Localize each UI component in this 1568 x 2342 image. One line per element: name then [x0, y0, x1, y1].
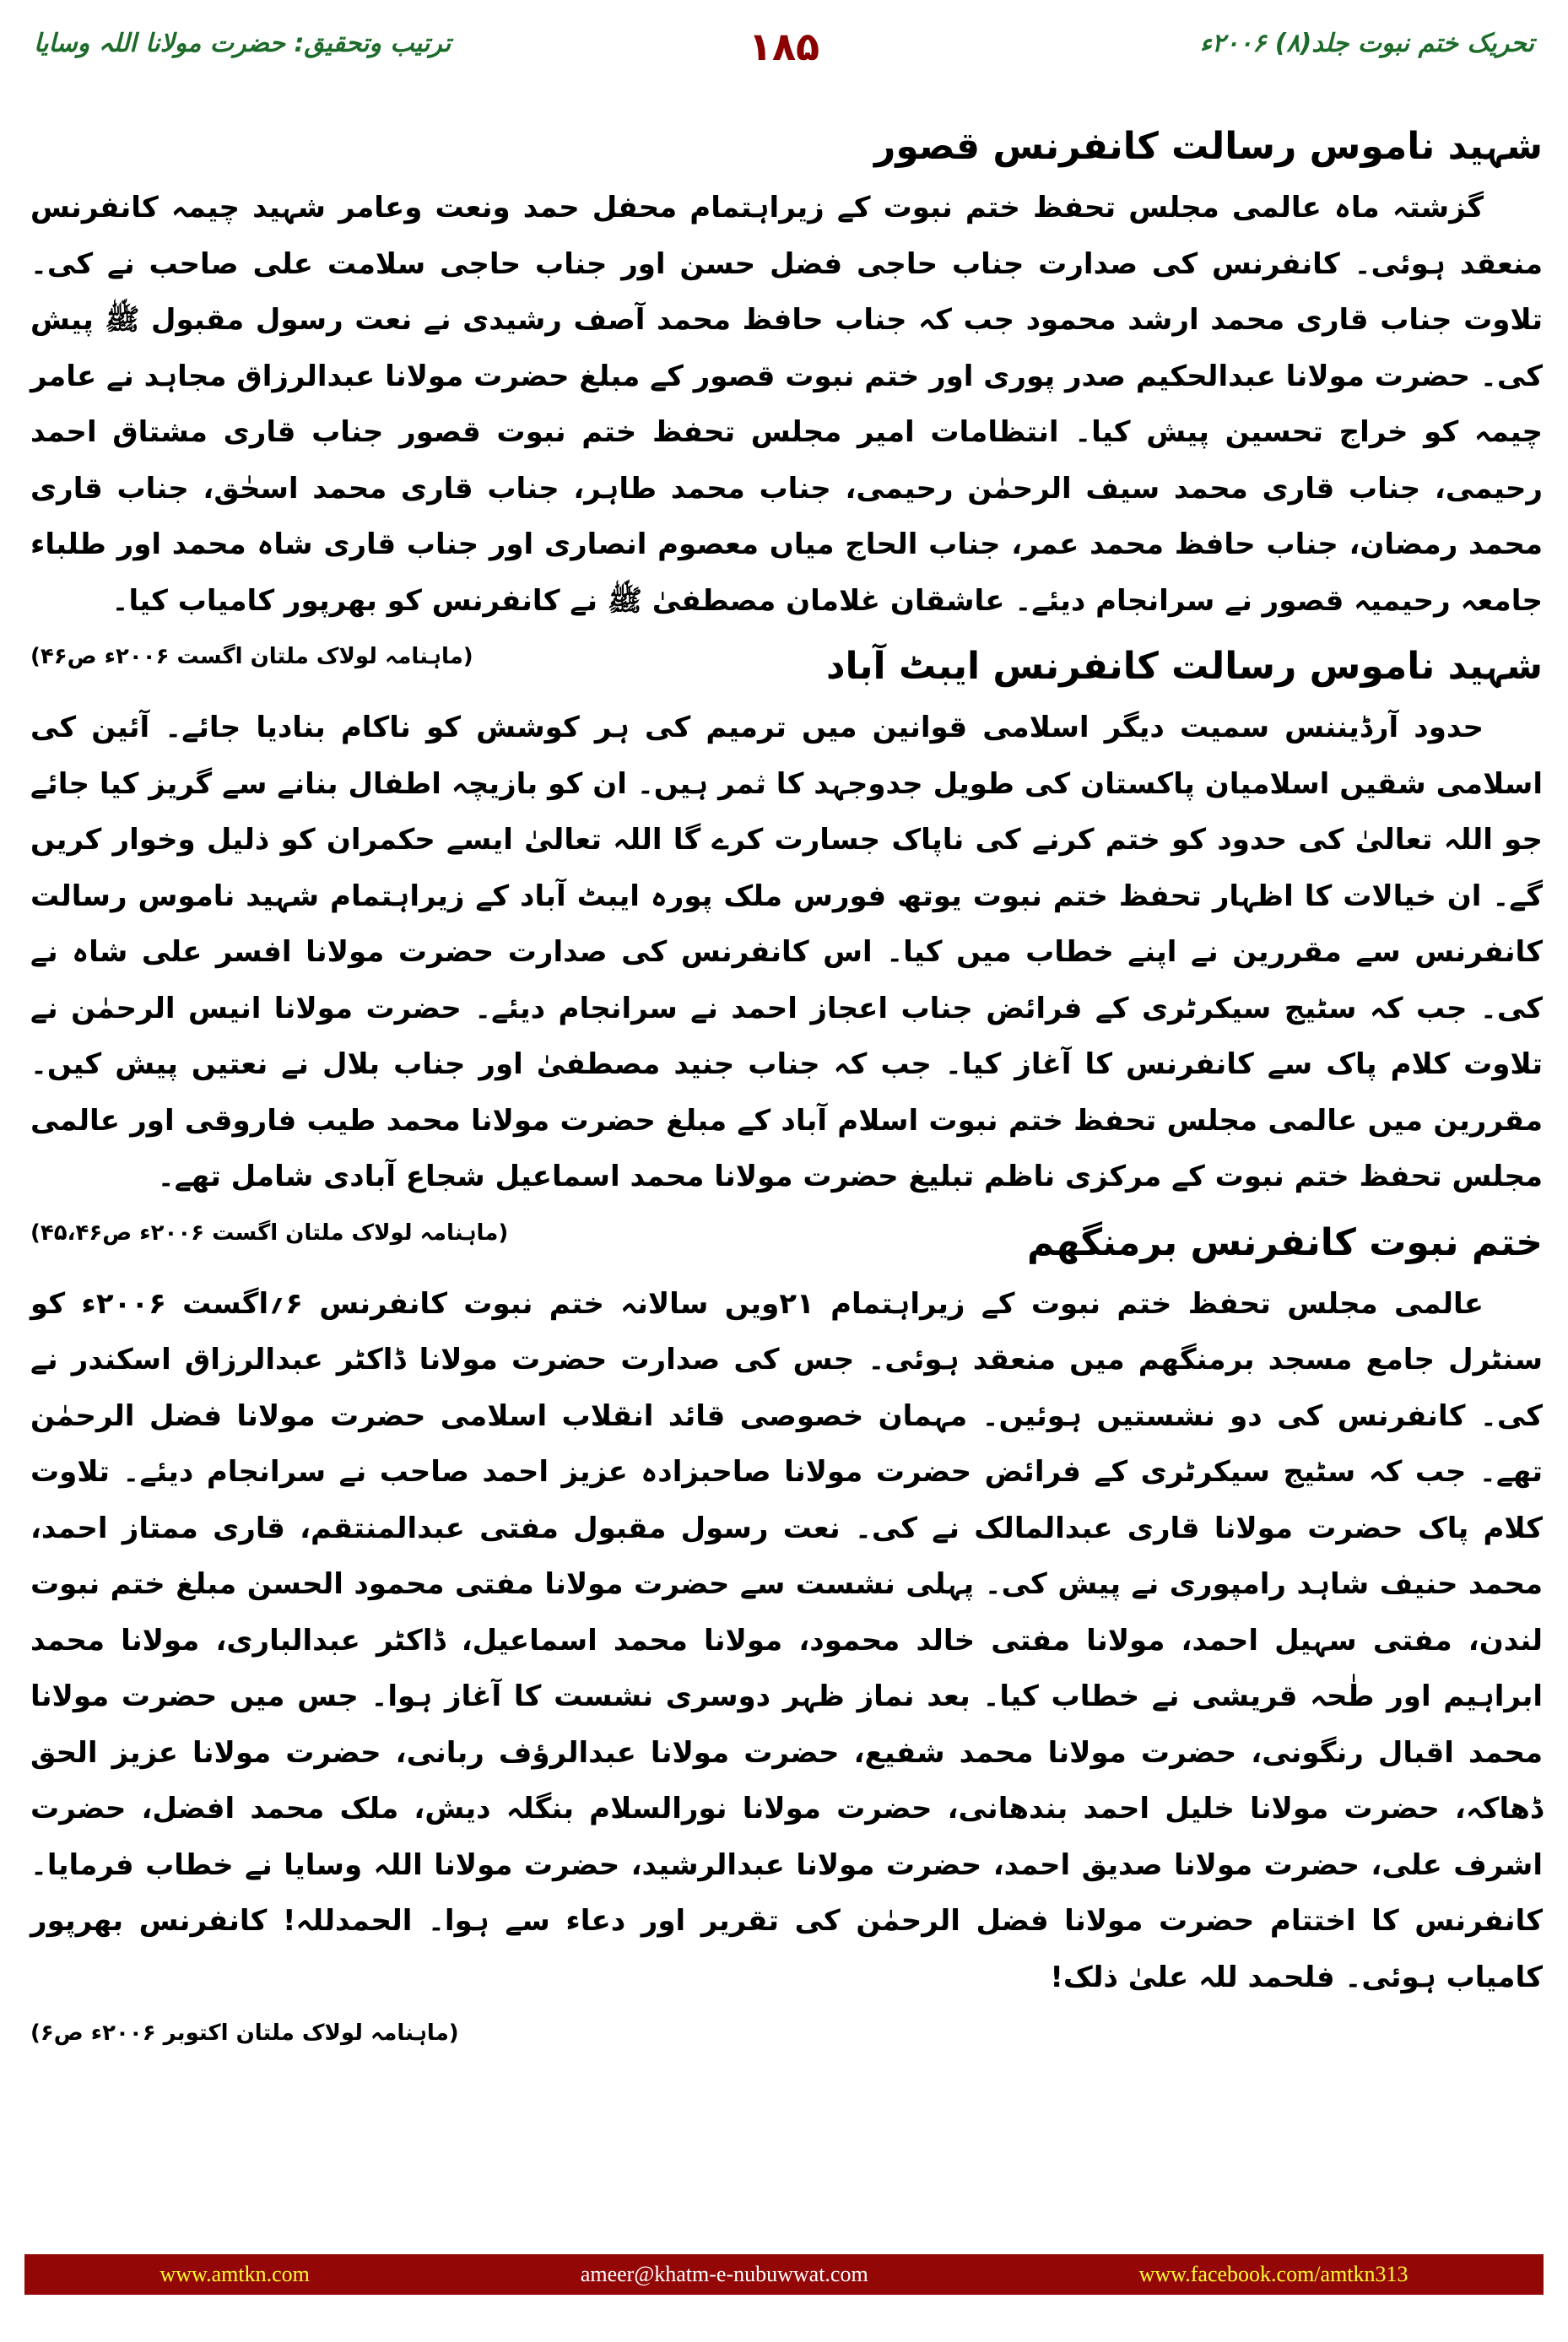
footer-facebook-link[interactable]: www.facebook.com/amtkn313 — [1138, 2262, 1408, 2286]
section-heading: شہید ناموس رسالت کانفرنس قصور — [874, 125, 1543, 168]
section-heading: ختم نبوت کانفرنس برمنگھم — [1026, 1220, 1543, 1264]
source-citation: (ماہنامہ لولاک ملتان اگست ۲۰۰۶ء ص۴۶) — [30, 644, 473, 669]
page-content — [30, 114, 1543, 2062]
header-compiler: ترتیب وتحقیق: حضرت مولانا اللہ وسایا — [34, 29, 451, 58]
page-header — [34, 24, 1534, 74]
footer-email-link[interactable]: ameer@khatm-e-nubuwwat.com — [580, 2262, 868, 2286]
section-birmingham — [30, 1210, 1543, 2046]
footer-website-link[interactable]: www.amtkn.com — [160, 2262, 310, 2286]
source-citation: (ماہنامہ لولاک ملتان اگست ۲۰۰۶ء ص۴۵،۴۶) — [30, 1220, 509, 1246]
section-heading: شہید ناموس رسالت کانفرنس ایبٹ آباد — [825, 645, 1543, 688]
page-number: ۱۸۵ — [748, 24, 820, 69]
header-book-title: تحریک ختم نبوت جلد(۸) ۲۰۰۶ء — [1199, 29, 1534, 58]
body-text: گزشتہ ماہ عالمی مجلس تحفظ ختم نبوت کے زیراہتمام محفل حمد ونعت وعامر شہید چیمہ کانفرنس منعقد ہوئی۔ کانفرنس کی صدارت جناب حاجی فضل حسن اور جناب حاجی سلامت علی صاحب نے کی۔ تلاوت جناب قاری محمد ارشد محمود جب کہ جناب حافظ محمد آصف رشیدی نے نعت رسول مقبول ﷺ پیش کی۔ حضرت مولانا عبدالحکیم صدر پوری اور ختم نبوت قصور کے مبلغ حضرت مولانا عبدالرزاق مجاہد نے عامر چیمہ کو خراج تحسین پیش کیا۔ انتظامات امیر مجلس تحفظ ختم نبوت قصور جناب قاری مشتاق احمد رحیمی، جناب قاری محمد سیف الرحمٰن رحیمی، جناب محمد طاہر، جناب قاری محمد اسحٰق، جناب قاری محمد رمضان، جناب حافظ محمد عمر، جناب الحاج میاں معصوم انصاری اور جناب قاری شاہ محمد اور طلباء جامعہ رحیمیہ قصور نے سرانجام دیئے۔ عاشقان غلامان مصطفیٰ ﷺ نے کانفرنس کو بھرپور کامیاب کیا۔ — [30, 191, 1543, 618]
source-citation: (ماہنامہ لولاک ملتان اکتوبر ۲۰۰۶ء ص۶) — [30, 2020, 459, 2046]
section-body — [30, 1276, 1543, 2006]
body-text: عالمی مجلس تحفظ ختم نبوت کے زیراہتمام ۲۱ویں سالانہ ختم نبوت کانفرنس ۶؍اگست ۲۰۰۶ء کو سنٹرل جامع مسجد برمنگھم میں منعقد ہوئی۔ جس کی صدارت حضرت مولانا ڈاکٹر عبدالرزاق اسکندر نے کی۔ کانفرنس کی دو نشستیں ہوئیں۔ مہمان خصوصی قائد انقلاب اسلامی حضرت مولانا فضل الرحمٰن تھے۔ جب کہ سٹیج سیکرٹری کے فرائض حضرت مولانا صاحبزادہ عزیز احمد صاحب نے سرانجام دیئے۔ تلاوت کلام پاک حضرت مولانا قاری عبدالمالک نے کی۔ نعت رسول مقبول مفتی عبدالمنتقم، قاری ممتاز احمد، محمد حنیف شاہد رامپوری نے پیش کی۔ پہلی نشست سے حضرت مولانا مفتی محمود الحسن مبلغ ختم نبوت لندن، مفتی سہیل احمد، مولانا مفتی خالد محمود، مولانا محمد اسماعیل، ڈاکٹر عبدالباری، مولانا محمد ابراہیم اور طٰحہ قریشی نے خطاب کیا۔ بعد نماز ظہر دوسری نشست کا آغاز ہوا۔ جس میں حضرت مولانا محمد اقبال رنگونی، حضرت مولانا محمد شفیع، حضرت مولانا عبدالرؤف ربانی، حضرت مولانا عزیز الحق ڈھاکہ، حضرت مولانا خلیل احمد بندھانی، حضرت مولانا نورالسلام بنگلہ دیش، ملک محمد افضل، حضرت اشرف علی، حضرت مولانا صدیق احمد، حضرت مولانا عبدالرشید، حضرت مولانا اللہ وسایا نے خطاب فرمایا۔ کانفرنس کا اختتام حضرت مولانا فضل الرحمٰن کی تقریر اور دعاء سے ہوا۔ الحمدللہ! کانفرنس بھرپور کامیاب ہوئی۔ فلحمد للہ علیٰ ذلک! — [30, 1286, 1543, 1994]
footer-bar — [24, 2254, 1544, 2295]
body-text: حدود آرڈیننس سمیت دیگر اسلامی قوانین میں ترمیم کی ہر کوشش کو ناکام بنادیا جائے۔ آئین کی اسلامی شقیں اسلامیان پاکستان کی طویل جدوجہد کا ثمر ہیں۔ ان کو بازیچہ اطفال بنانے سے گریز کیا جائے جو اللہ تعالیٰ کی حدود کو ختم کرنے کی ناپاک جسارت کرے گا اللہ تعالیٰ ایسے حکمران کو ذلیل وخوار کریں گے۔ ان خیالات کا اظہار تحفظ ختم نبوت یوتھ فورس ملک پورہ ایبٹ آباد کے زیراہتمام شہید ناموس رسالت کانفرنس سے مقررین نے اپنے خطاب میں کیا۔ اس کانفرنس کی صدارت حضرت مولانا افسر علی شاہ نے کی۔ جب کہ سٹیج سیکرٹری کے فرائض جناب اعجاز احمد نے سرانجام دیئے۔ حضرت مولانا انیس الرحمٰن نے تلاوت کلام پاک سے کانفرنس کا آغاز کیا۔ جب کہ جناب جنید مصطفیٰ اور جناب بلال نے نعتیں پیش کیں۔ مقررین میں عالمی مجلس تحفظ ختم نبوت اسلام آباد کے مبلغ حضرت مولانا محمد طیب فاروقی اور عالمی مجلس تحفظ ختم نبوت کے مرکزی ناظم تبلیغ حضرت مولانا محمد اسماعیل شجاع آبادی شامل تھے۔ — [30, 711, 1543, 1193]
